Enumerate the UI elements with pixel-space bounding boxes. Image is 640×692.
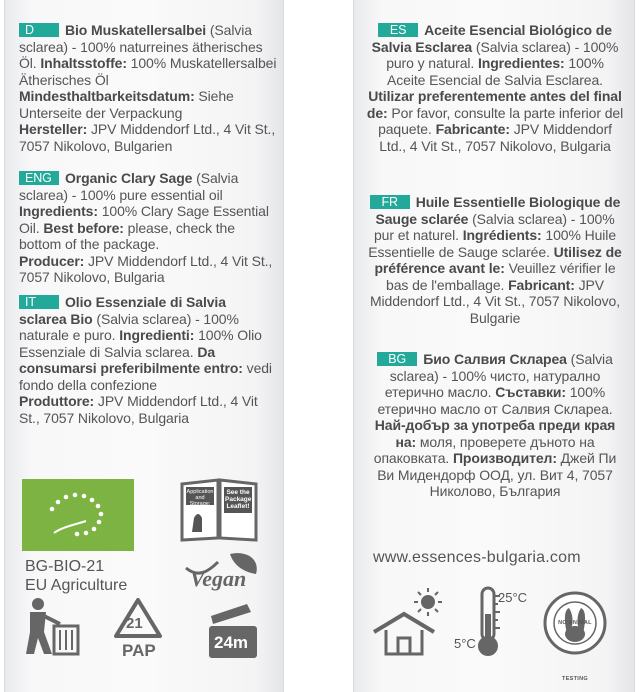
- eu-organic-logo: [22, 479, 134, 551]
- lang-tag-es: ES: [378, 23, 418, 37]
- thermometer-icon: 25°C 5°C: [454, 584, 530, 660]
- eu-leaf-stars-icon: [22, 479, 134, 551]
- lang-tag-bg: BG: [377, 352, 417, 366]
- website-url: www.essences-bulgaria.com: [373, 549, 581, 566]
- german-text-block: D Bio Muskatellersalbei (Salvia sclarea) - 100% naturreines ätherisches Öl. Inhaltsstoffe: 100% Muskatellersalbei Ätherisches Öl Mindesthaltbarkeitsdatum: Siehe Unterseite der Verpackung Hersteller: JPV Middendorf Ltd., 4 Vit St., 7057 Nikolovo, Bulgarien: [19, 22, 277, 154]
- italian-text-block: IT Olio Essenziale di Salvia sclarea Bio (Salvia sclarea) - 100% naturale e puro. Ingredienti: 100% Olio Essenziale di Salvia sclarea. Da consumarsi preferibilmente entro: vedi fondo della confezione Produttore: JPV Middendorf Ltd., 4 Vit St., 7057 Nikolovo, Bulgaria: [19, 294, 272, 426]
- pao-jar-icon: 24m: [205, 602, 261, 660]
- no-animal-testing-icon: NO ANIMAL TESTING: [542, 590, 608, 656]
- package-leaflet-icon: Application and Storage: See the Package Leaflet!: [178, 478, 260, 542]
- tidyman-recycle-bin-icon: [24, 596, 82, 658]
- sun-house-storage-icon: [372, 586, 450, 656]
- lang-tag-eng: ENG: [19, 171, 59, 185]
- french-text-block: FR Huile Essentielle Biologique de Sauge sclarée (Salvia sclarea) - 100% pur et naturel. Ingrédients: 100% Huile Essentielle de Sauge sclarée. Utilisez de préférence avant le: Veuillez vérifier le bas de l'emballage. Fabricant: JPV Middendorf Ltd., 4 Vit St., 7057 Nikolovo, Bulgarie: [368, 194, 622, 326]
- recycle-pap-icon: 21 PAP: [110, 596, 166, 662]
- bulgarian-text-block: BG Био Салвия Склареа (Salvia sclarea) - 100% чисто, натурално етерично масло. Съставки: 100% етерично масло от Салвия Склареа. Най-добър за употреба преди края на: моля, проверете дъното на опаковката. Производител: Джей Пи Ви Мидендорф ООД, ул. Вит 4, 7057 Николово, България: [373, 351, 617, 499]
- lang-tag-it: IT: [19, 295, 59, 309]
- eu-certification-text: BG-BIO-21 EU Agriculture: [25, 558, 128, 594]
- english-text-block: ENG Organic Clary Sage (Salvia sclarea) - 100% pure essential oil Ingredients: 100% Clary Sage Essential Oil. Best before: please, check the bottom of the package. Producer: JPV Middendorf Ltd., 4 Vit St., 7057 Nikolovo, Bulgaria: [19, 170, 273, 285]
- spanish-text-block: ES Aceite Esencial Biológico de Salvia Esclarea (Salvia sclarea) - 100% puro y natural. Ingredientes: 100% Aceite Esencial de Salvia Esclarea. Utilizar preferentemente antes del final de: Por favor, consulte la parte inferior del paquete. Fabricante: JPV Middendorf Ltd., 4 Vit St., 7057 Nikolovo, Bulgaria: [366, 22, 624, 154]
- vegan-icon: Vegan: [178, 548, 262, 598]
- lang-tag-fr: FR: [370, 195, 410, 209]
- lang-tag-de: D: [19, 23, 59, 37]
